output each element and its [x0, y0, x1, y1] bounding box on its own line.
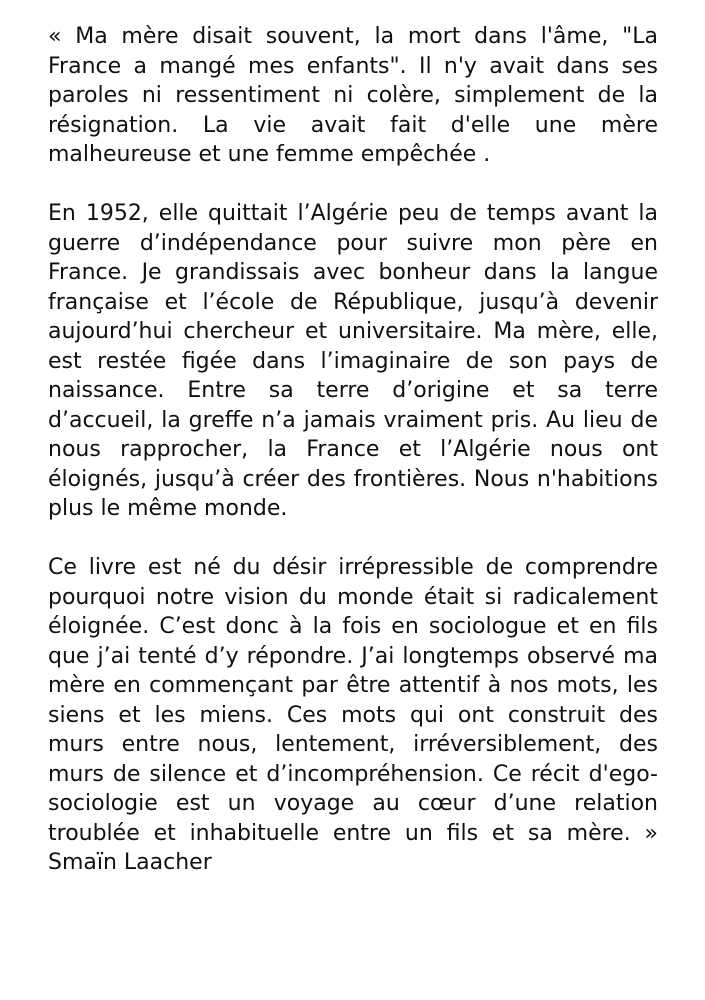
paragraph-book-purpose: Ce livre est né du désir irrépressible de comprendre pourquoi notre vision du monde était si radicalement éloignée. C’est donc à la fois en sociologue et en fils que j’ai tenté d’y répondre. J’ai longtemps observé ma mère en commençant par être attentif à nos mots, les siens et les miens. Ces mots qui ont construit des murs entre nous, lentement, irréversiblement, des murs de silence et d’incompréhension. Ce récit d'ego-sociologie est un voyage au cœur d’une relation troublée et inhabituelle entre un fils et sa mère. » Smaïn Laacher [48, 555, 658, 875]
paragraph-mother-quote: « Ma mère disait souvent, la mort dans l'âme, "La France a mangé mes enfants". Il n'y avait dans ses paroles ni ressentiment ni colère, simplement de la résignation. La vie avait fait d'elle une mère malheureuse et une femme empêchée . [48, 24, 658, 167]
paragraph-algeria-france: En 1952, elle quittait l’Algérie peu de temps avant la guerre d’indépendance pour suivre mon père en France. Je grandissais avec bonheur dans la langue française et l’école de République, jusqu’à devenir aujourd’hui chercheur et universitaire. Ma mère, elle, est restée figée dans l’imaginaire de son pays de naissance. Entre sa terre d’origine et sa terre d’accueil, la greffe n’a jamais vraiment pris. Au lieu de nous rapprocher, la France et l’Algérie nous ont éloignés, jusqu’à créer des frontières. Nous n'habitions plus le même monde. [48, 201, 658, 521]
book-blurb-text [48, 22, 658, 878]
